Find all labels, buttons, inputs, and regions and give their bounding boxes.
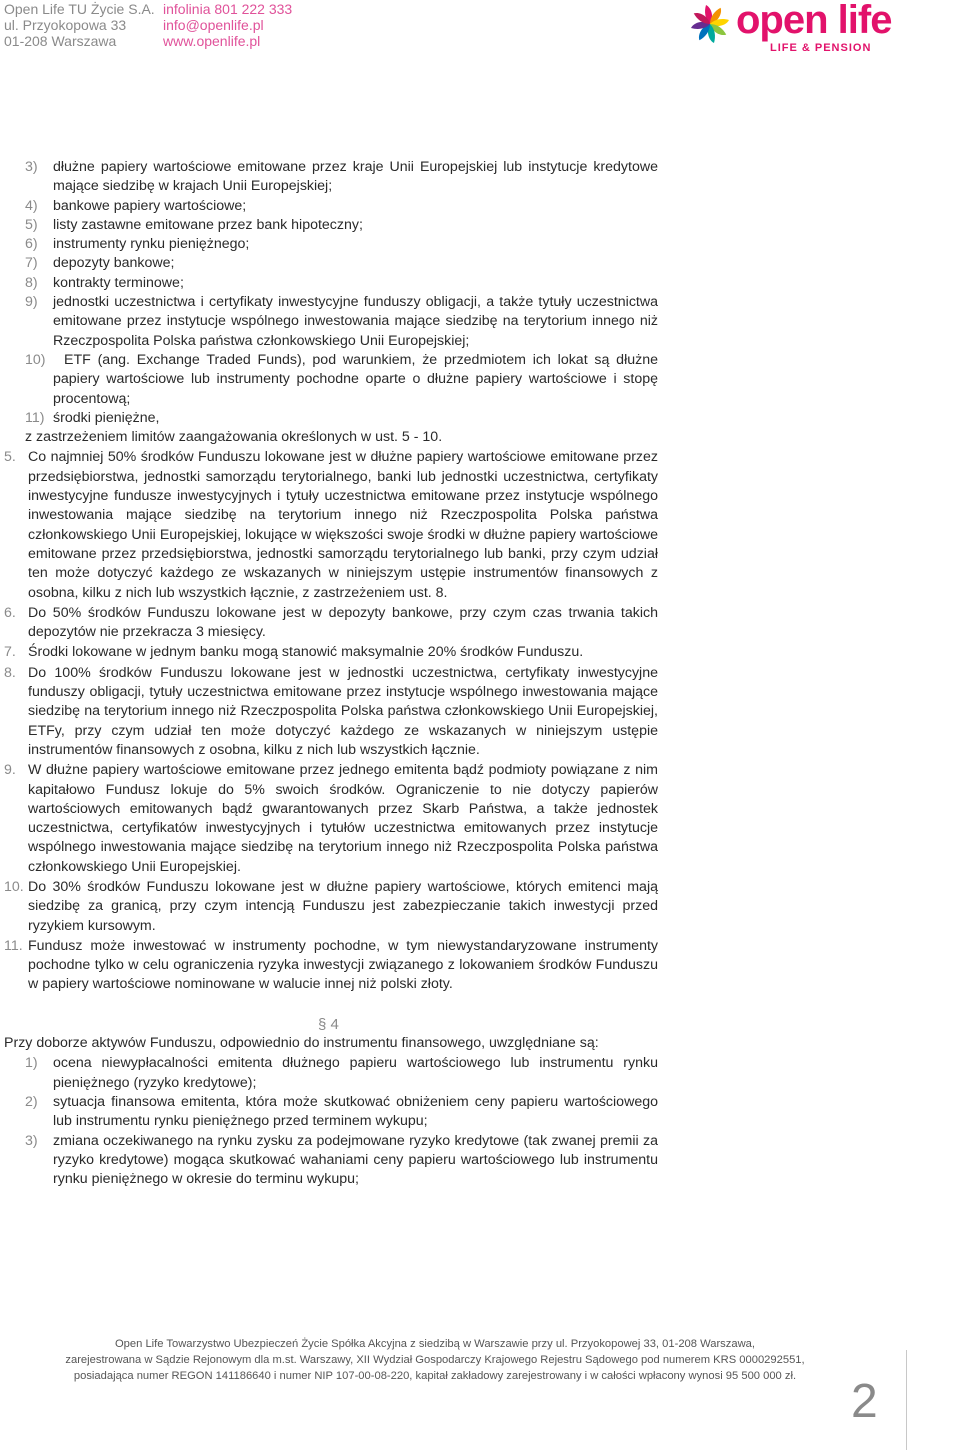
item-text: Fundusz może inwestować w instrumenty pochodne, w tym niewystandaryzowane instrumenty pochodne tylko w celu ograniczenia ryzyka inwestycji związanego z lokowaniem środków Funduszu w papiery wartościowe nominowane w walucie innej niż polski złoty. <box>28 937 658 993</box>
item-number: 10. <box>4 878 24 895</box>
legal-footer <box>0 1336 870 1384</box>
logo-wordmark: open life <box>736 0 892 42</box>
investment-instruments-list <box>0 158 960 351</box>
limits-note: z zastrzeżeniem limitów zaangażowania określonych w ust. 5 - 10. <box>25 429 443 446</box>
item-text: W dłużne papiery wartościowe emitowane przez jednego emitenta bądź podmioty powiązane z nim kapitałowo Fundusz lokuje do 5% swoich środków. Ograniczenie to nie dotyczy papierów wartościowych emitowanych bądź gwarantowanych przez Skarb Państwa, a także jednostek uczestnictwa, certyfikatów inwestycyjnych i tytułów uczestnictwa emitowanych przez instytucje wspólnego inwestowania mające siedzibę na terytorium innego niż Rzeczpospolita Polska państwa członkowskiego Unii Europejskiej. <box>28 762 658 875</box>
list-item <box>0 409 960 428</box>
item-text: zmiana oczekiwanego na rynku zysku za podejmowane ryzyko kredytowe (tak zwanej premii za ryzyko kredytowe) mogąca skutkować wahaniami ceny papieru wartościowego lub instrumentu rynku pieniężnego w okresie do terminu wykupu; <box>53 1132 658 1188</box>
item-number: 8) <box>25 274 38 291</box>
item-text: Środki lokowane w jednym banku mogą stanowić maksymalnie 20% środków Funduszu. <box>28 644 584 661</box>
list-item <box>0 351 960 409</box>
open-life-logo <box>688 0 892 58</box>
footer-line: zarejestrowana w Sądzie Rejonowym dla m.st. Warszawy, XII Wydział Gospodarczy Krajowego Rejestru Sądowego pod numerem KRS 0000292551, <box>65 1354 805 1366</box>
item-text: kontrakty terminowe; <box>53 274 184 291</box>
company-city: 01-208 Warszawa <box>4 33 117 49</box>
item-number: 3) <box>25 159 38 175</box>
list-item <box>0 197 960 216</box>
list-item <box>0 1132 960 1190</box>
page-number: 2 <box>851 1375 878 1428</box>
item-text: instrumenty rynku pieniężnego; <box>53 236 250 253</box>
hotline: infolinia 801 222 333 <box>163 1 293 17</box>
section-lead: Przy doborze aktywów Funduszu, odpowiednio do instrumentu finansowego, uwzględniane są: <box>4 1035 599 1052</box>
item-text: depozyty bankowe; <box>53 255 175 272</box>
item-number: 5) <box>25 216 38 233</box>
item-number: 1) <box>25 1055 38 1072</box>
list-item <box>0 158 960 197</box>
item-number: 10) <box>25 351 46 368</box>
footer-line: posiadająca numer REGON 141186640 i numer NIP 107-00-08-220, kapitał zakładowy zarejestrowany i w całości wpłacony wynosi 95 500 000 zł. <box>73 1370 797 1382</box>
list-item <box>0 604 960 643</box>
item-text: Do 30% środków Funduszu lokowane jest w dłużne papiery wartościowe, których emitenci mają siedzibę za granicą, przy czym intencją Funduszu jest zabezpieczanie takich inwestycji przed ryzykiem kursowym. <box>28 878 658 934</box>
numbered-points <box>0 448 960 994</box>
company-street: ul. Przyokopowa 33 <box>4 17 127 33</box>
section-heading: § 4 <box>318 1015 339 1033</box>
list-item <box>0 1093 960 1132</box>
item-number: 6) <box>25 236 38 253</box>
item-number: 6. <box>4 604 16 621</box>
website-link[interactable]: www.openlife.pl <box>163 33 261 49</box>
list-item <box>0 235 960 254</box>
item-text: dłużne papiery wartościowe emitowane przez kraje Unii Europejskiej lub instytucje kredytowe mające siedzibę w krajach Unii Europejskiej; <box>53 159 658 195</box>
item-text: Do 50% środków Funduszu lokowane jest w depozyty bankowe, przy czym czas trwania takich depozytów nie przekracza 3 miesięcy. <box>28 604 658 641</box>
footer-line: Open Life Towarzystwo Ubezpieczeń Życie Spółka Akcyjna z siedzibą w Warszawie przy ul. Przyokopowej 33, 01-208 Warszawa, <box>114 1338 756 1350</box>
item-text: listy zastawne emitowane przez bank hipoteczny; <box>53 216 363 233</box>
list-item <box>0 254 960 273</box>
item-text: sytuacja finansowa emitenta, która może skutkować obniżeniem ceny papieru wartościowego lub instrumentu rynku pieniężnego przed terminem wykupu; <box>53 1093 658 1130</box>
item-number: 5. <box>4 449 16 466</box>
item-number: 9. <box>4 762 16 779</box>
item-text-etf-wrap: ETF (ang. Exchange Traded Funds), pod warunkiem, że przedmiotem ich lokat są dłużne papiery wartościowe lub instrumenty pochodne oparte o dłużne papiery wartościowe i stopę procentową; <box>53 351 658 407</box>
item-number: 11. <box>4 937 23 954</box>
item-number: 4) <box>25 197 38 214</box>
document-body <box>0 158 960 1189</box>
logo-tagline: LIFE & PENSION <box>770 42 872 54</box>
item-text: jednostki uczestnictwa i certyfikaty inwestycyjne funduszy obligacji, a także tytuły uczestnictwa emitowane przez instytucje wspólnego inwestowania mające siedzibę na terytorium innego niż Rzeczpospolita Polska państwa członkowskiego Unii Europejskiej; <box>53 294 658 349</box>
list-item <box>0 274 960 293</box>
item-number: 11) <box>25 409 45 426</box>
item-number: 7) <box>25 255 38 272</box>
list-item <box>0 216 960 235</box>
email-link[interactable]: info@openlife.pl <box>163 17 264 33</box>
list-item <box>0 878 960 936</box>
item-number: 9) <box>25 294 38 311</box>
item-number: 2) <box>25 1093 38 1110</box>
list-item <box>0 761 960 877</box>
list-item <box>0 1054 960 1093</box>
item-number: 7. <box>4 644 16 661</box>
list-item <box>0 448 960 602</box>
list-tail <box>0 409 960 448</box>
company-contact <box>163 1 292 49</box>
list-item <box>0 664 960 760</box>
item-number: 3) <box>25 1132 38 1149</box>
footer-divider <box>906 1350 907 1450</box>
item-number: 8. <box>4 664 16 681</box>
item-text: Co najmniej 50% środków Funduszu lokowane jest w dłużne papiery wartościowe emitowane przez przedsiębiorstwa, jednostki samorządu terytorialnego, banki lub jednostki uczestnictwa, certyfikaty inwestycyjne fundusze inwestycyjnych i tytuły uczestnictwa emitowane przez instytucje wspólnego inwestowania mające siedzibę na terytorium innego niż Rzeczpospolita Polska państwa członkowskiego Unii Europejskiej, lokujące w większości swoje środki w dłużne papiery wartościowe emitowane przez przedsiębiorstwa, jednostki samorządu terytorialnego lub banki, przy czym udział ten może dotyczyć każdego ze wskazanych w niniejszym ustępie instrumentów finansowych z osobna, kilku z nich lub wszystkich łącznie, z zastrzeżeniem ust. 8. <box>28 449 658 601</box>
company-name: Open Life TU Życie S.A. <box>4 1 155 17</box>
item-text: środki pieniężne, <box>53 409 160 426</box>
asset-criteria-list <box>0 1054 960 1189</box>
item-text: Do 100% środków Funduszu lokowane jest w jednostki uczestnictwa, certyfikaty inwestycyjne funduszy obligacji, tytuły uczestnictwa emitowane przez instytucje wspólnego inwestowania mające siedzibę na terytorium innego niż Rzeczpospolita Polska państwa członkowskiego Unii Europejskiej, ETFy, przy czym udział ten może dotyczyć każdego ze wskazanych w niniejszym ustępie instrumentów finansowych z osobna, kilku z nich lub wszystkich łącznie. <box>28 664 658 758</box>
list-item <box>0 937 960 995</box>
company-address <box>4 1 155 49</box>
item-text: bankowe papiery wartościowe; <box>53 197 247 214</box>
list-item <box>0 643 960 662</box>
item-text: ocena niewypłacalności emitenta dłużnego papieru wartościowego lub instrumentu rynku pieniężnego (ryzyko kredytowe); <box>53 1055 658 1091</box>
pinwheel-flower-icon <box>688 2 732 46</box>
list-item <box>0 293 960 351</box>
